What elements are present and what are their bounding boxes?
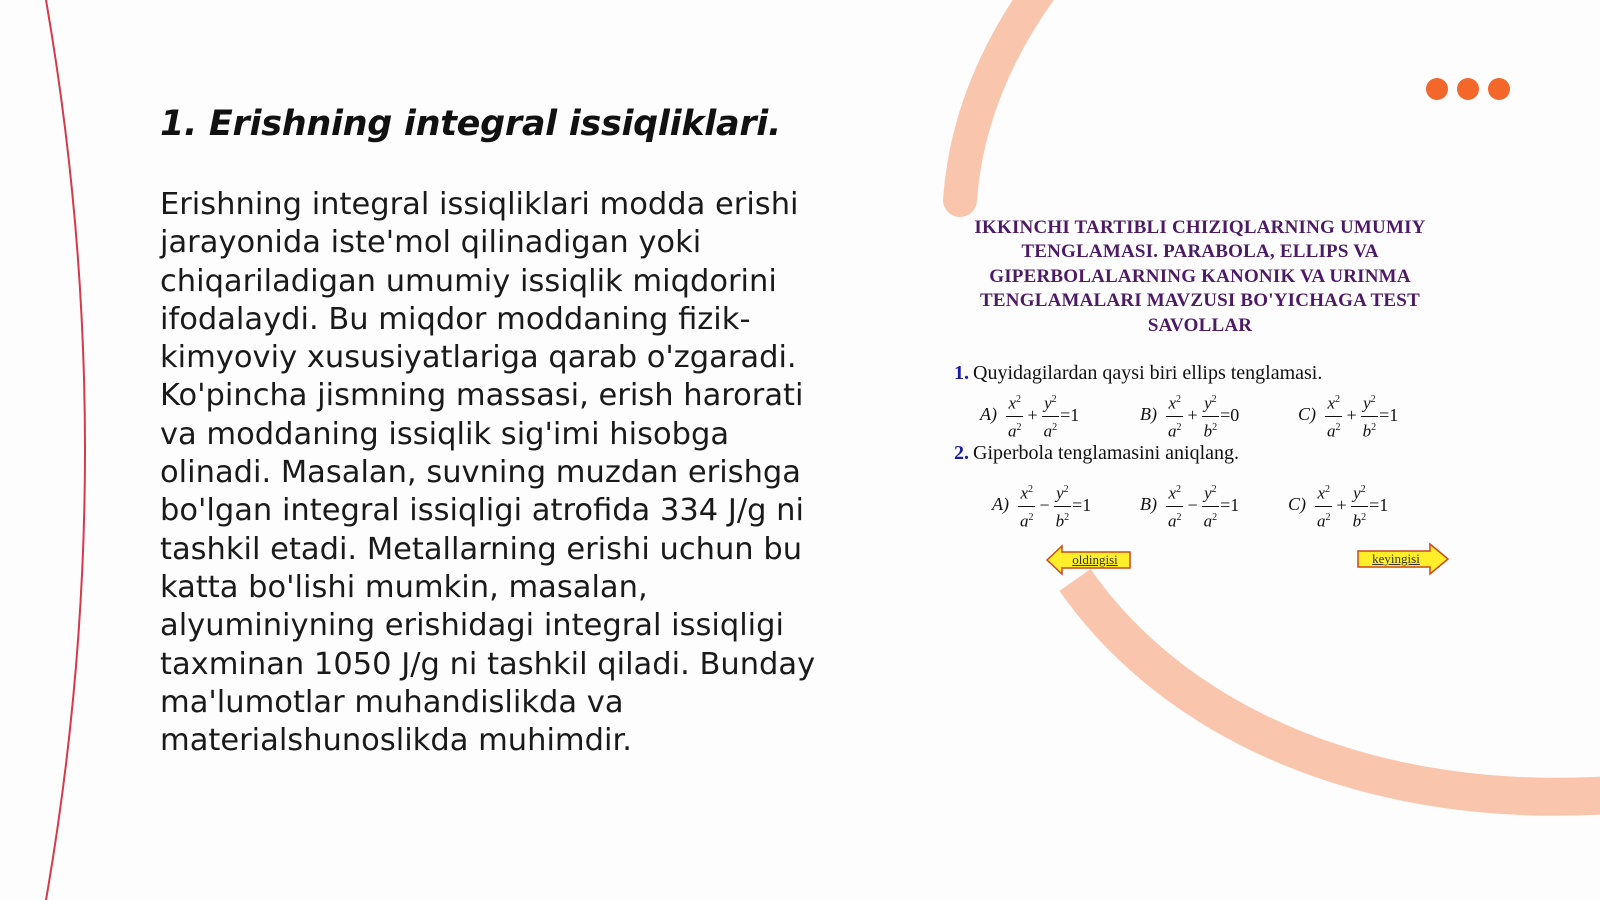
operator: + bbox=[1336, 495, 1347, 516]
numerator: y bbox=[1204, 393, 1212, 413]
decorative-dot bbox=[1488, 78, 1510, 100]
question-text: Quyidagilardan qaysi biri ellips tenglamasi. bbox=[973, 362, 1323, 384]
exponent: 2 bbox=[1212, 511, 1218, 523]
option-letter: C) bbox=[1298, 403, 1316, 424]
exponent: 2 bbox=[1211, 394, 1217, 405]
decorative-arc-bottom bbox=[1075, 580, 1600, 797]
denominator: b bbox=[1352, 511, 1362, 531]
fraction bbox=[1361, 390, 1379, 441]
next-button-label: keyingisi bbox=[1372, 551, 1420, 566]
answer-option bbox=[1288, 480, 1388, 531]
prev-button-label: oldingisi bbox=[1072, 552, 1118, 567]
question-number: 2. bbox=[954, 442, 969, 464]
fraction bbox=[1202, 390, 1220, 441]
answer-option bbox=[1140, 480, 1239, 531]
decorative-dots bbox=[1426, 78, 1510, 102]
question-1 bbox=[954, 362, 1322, 385]
test-heading: IKKINCHI TARTIBLI CHIZIQLARNING UMUMIY TENGLAMASI. PARABOLA, ELLIPS VA GIPERBOLALARNING KANONIK VA URINMA TENGLAMALARI MAVZUSI BO'YICHAGA TEST SAVOLLAR bbox=[974, 217, 1426, 336]
denominator: a bbox=[1043, 421, 1053, 441]
fraction bbox=[1006, 390, 1024, 441]
fraction bbox=[1202, 480, 1220, 531]
fraction bbox=[1054, 480, 1072, 531]
question-text: Giperbola tenglamasini aniqlang. bbox=[973, 442, 1240, 464]
exponent: 2 bbox=[1051, 394, 1057, 405]
denominator: a bbox=[1020, 511, 1029, 531]
option-letter: A) bbox=[992, 493, 1009, 514]
denominator: a bbox=[1203, 511, 1213, 531]
exponent: 2 bbox=[1361, 511, 1367, 523]
operator: + bbox=[1187, 405, 1198, 426]
numerator: x bbox=[1168, 393, 1177, 413]
numerator: y bbox=[1363, 393, 1371, 413]
numerator: x bbox=[1168, 483, 1177, 503]
decorative-dot bbox=[1426, 78, 1448, 100]
numerator: y bbox=[1353, 483, 1361, 503]
exponent: 2 bbox=[1176, 511, 1182, 523]
decorative-dot bbox=[1457, 78, 1479, 100]
operator: − bbox=[1039, 495, 1050, 516]
test-image-panel bbox=[950, 212, 1470, 582]
numerator: x bbox=[1008, 393, 1017, 413]
option-letter: A) bbox=[980, 403, 997, 424]
exponent: 2 bbox=[1028, 511, 1034, 523]
denominator: a bbox=[1168, 511, 1177, 531]
denominator: b bbox=[1203, 421, 1213, 441]
next-button[interactable] bbox=[1356, 542, 1450, 576]
slide-paragraph: Erishning integral issiqliklari modda erishi jarayonida iste'mol qilinadigan yoki chiqariladigan umumiy issiqlik miqdorini ifodalaydi. Bu miqdor moddaning fizik-kimyoviy xususiyatlariga qarab o'zgaradi. Ko'pincha jismning massasi, erish harorati va moddaning issiqlik sig'imi hisobga olinadi. Masalan, suvning muzdan erishga bo'lgan integral issiqligi atrofida 334 J/g ni tashkil etadi. Metallarning erishi uchun bu katta bo'lishi mumkin, masalan, alyuminiyning erishidagi integral issiqligi taxminan 1050 J/g ni tashkil qiladi. Bunday ma'lumotlar muhandislikda va materialshunoslikda muhimdir. bbox=[160, 187, 816, 759]
answer-option bbox=[1298, 390, 1398, 441]
fraction bbox=[1166, 480, 1184, 531]
denominator: b bbox=[1055, 511, 1065, 531]
fraction bbox=[1018, 480, 1036, 531]
numerator: x bbox=[1020, 483, 1029, 503]
operator: + bbox=[1027, 405, 1038, 426]
denominator: a bbox=[1317, 511, 1326, 531]
exponent: 2 bbox=[1052, 421, 1058, 433]
option-letter: B) bbox=[1140, 403, 1157, 424]
numerator: x bbox=[1317, 483, 1326, 503]
exponent: 2 bbox=[1016, 394, 1022, 405]
exponent: 2 bbox=[1016, 421, 1022, 433]
prev-button[interactable] bbox=[1046, 544, 1132, 576]
exponent: 2 bbox=[1212, 421, 1218, 433]
exponent: 2 bbox=[1335, 421, 1341, 433]
decorative-arc-top bbox=[960, 0, 1040, 200]
exponent: 2 bbox=[1370, 394, 1376, 405]
fraction bbox=[1315, 480, 1333, 531]
right-hand-side: =1 bbox=[1369, 495, 1389, 516]
exponent: 2 bbox=[1211, 484, 1217, 495]
fraction bbox=[1351, 480, 1369, 531]
exponent: 2 bbox=[1325, 484, 1331, 495]
numerator: y bbox=[1204, 483, 1212, 503]
slide-title: 1. Erishning integral issiqliklari. bbox=[160, 104, 781, 144]
denominator: a bbox=[1008, 421, 1017, 441]
exponent: 2 bbox=[1176, 421, 1182, 433]
numerator: y bbox=[1044, 393, 1052, 413]
exponent: 2 bbox=[1325, 511, 1331, 523]
denominator: b bbox=[1362, 421, 1372, 441]
answer-option bbox=[992, 480, 1091, 531]
exponent: 2 bbox=[1335, 394, 1341, 405]
answer-option bbox=[980, 390, 1079, 441]
right-hand-side: =1 bbox=[1072, 495, 1092, 516]
right-hand-side: =0 bbox=[1220, 405, 1240, 426]
left-accent-line bbox=[46, 0, 85, 900]
right-hand-side: =1 bbox=[1379, 405, 1399, 426]
numerator: y bbox=[1056, 483, 1064, 503]
exponent: 2 bbox=[1176, 484, 1182, 495]
numerator: x bbox=[1327, 393, 1336, 413]
option-letter: C) bbox=[1288, 493, 1306, 514]
fraction bbox=[1042, 390, 1060, 441]
denominator: a bbox=[1327, 421, 1336, 441]
denominator: a bbox=[1168, 421, 1177, 441]
option-letter: B) bbox=[1140, 493, 1157, 514]
exponent: 2 bbox=[1176, 394, 1182, 405]
answer-option bbox=[1140, 390, 1239, 441]
question-2 bbox=[954, 442, 1239, 465]
right-hand-side: =1 bbox=[1060, 405, 1080, 426]
question-number: 1. bbox=[954, 362, 969, 384]
exponent: 2 bbox=[1063, 484, 1069, 495]
exponent: 2 bbox=[1064, 511, 1070, 523]
exponent: 2 bbox=[1360, 484, 1366, 495]
exponent: 2 bbox=[1371, 421, 1377, 433]
operator: − bbox=[1187, 495, 1198, 516]
operator: + bbox=[1346, 405, 1357, 426]
fraction bbox=[1325, 390, 1343, 441]
fraction bbox=[1166, 390, 1184, 441]
right-hand-side: =1 bbox=[1220, 495, 1240, 516]
exponent: 2 bbox=[1028, 484, 1034, 495]
